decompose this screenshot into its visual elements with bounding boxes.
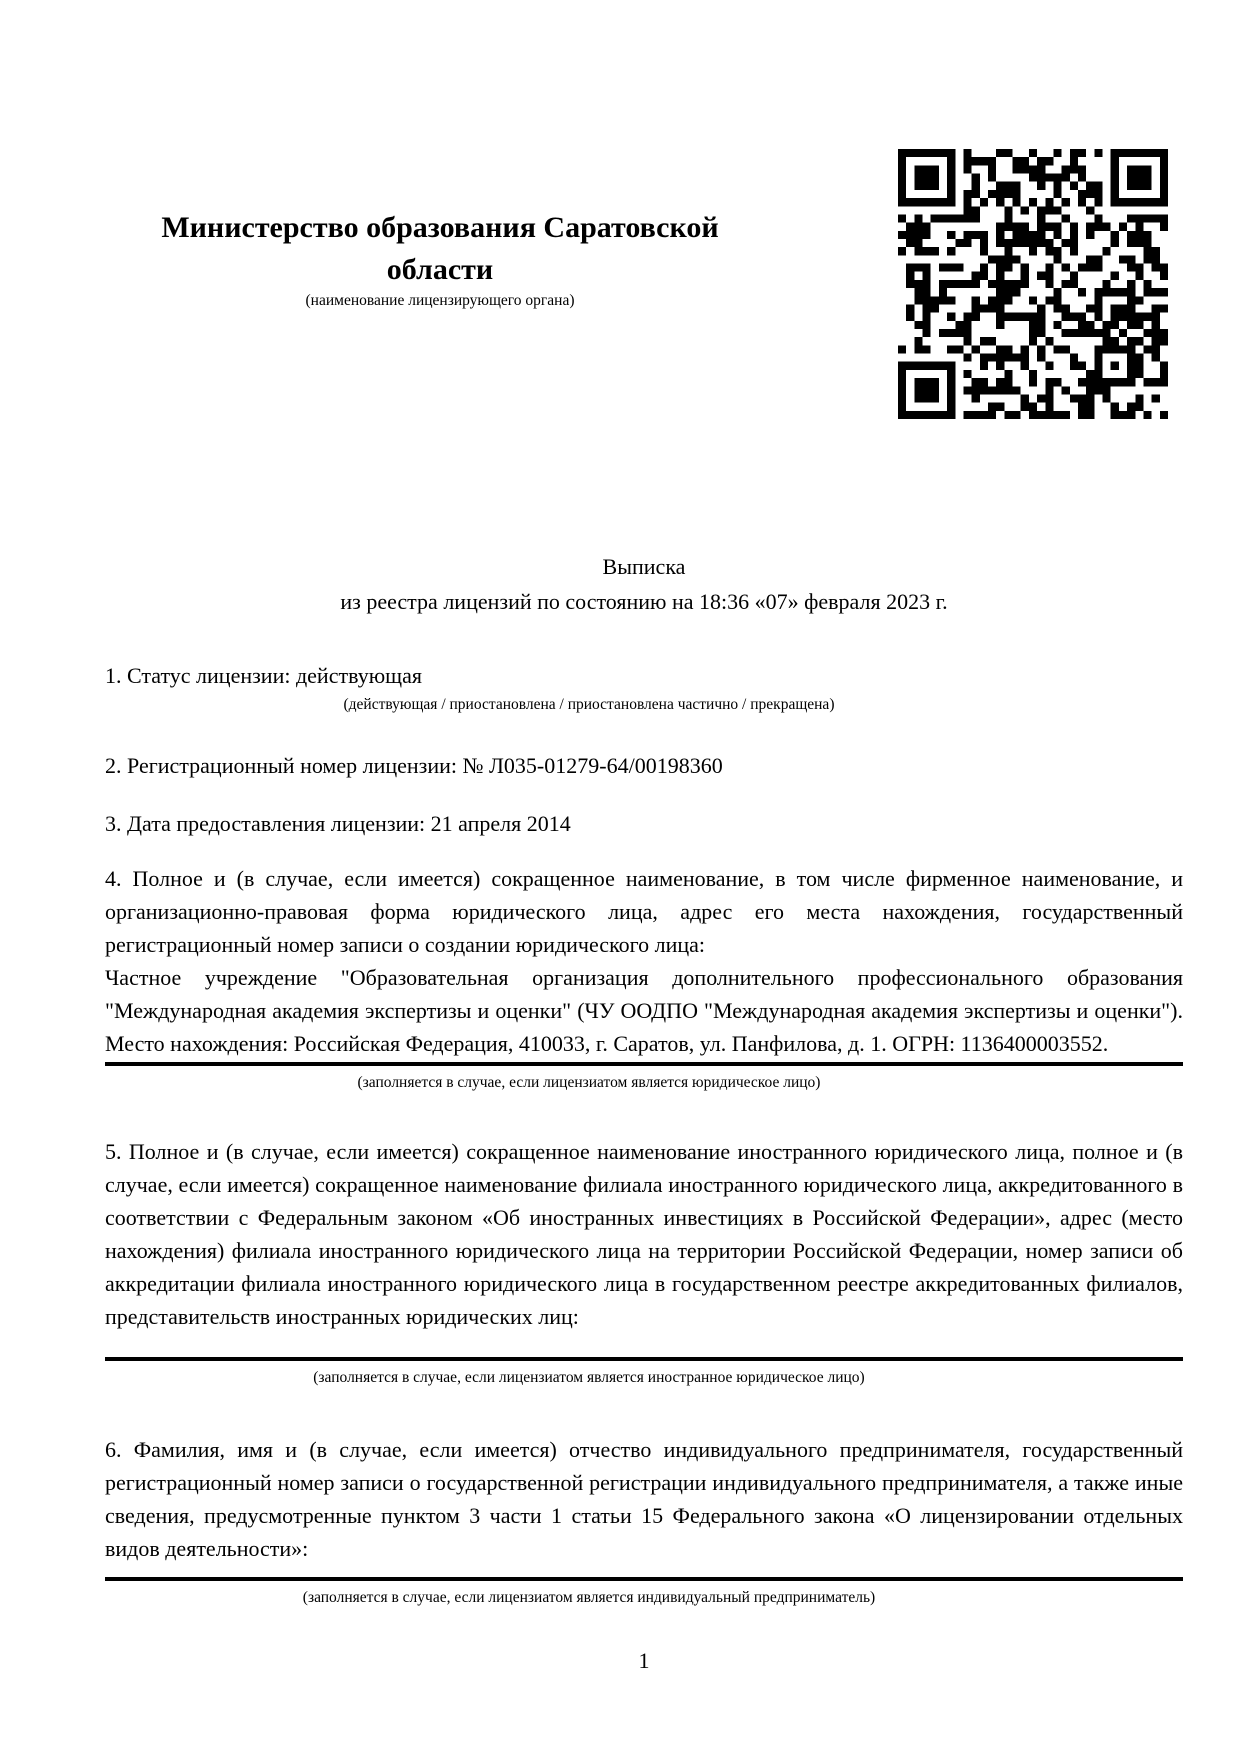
- foreign-entity-heading: 5. Полное и (в случае, если имеется) сокращенное наименование иностранного юридического лица, полное и (в случае, если имеется) сокращенное наименование филиала иностранного юридического лица, аккредитованного в соответствии с Федеральным законом «Об иностранных инвестициях в Российской Федерации», адрес (место нахождения) филиала иностранного юридического лица на территории Российской Федерации, номер записи об аккредитации филиала иностранного юридического лица в государственном реестре аккредитованных филиалов, представительств иностранных юридических лиц:: [105, 1139, 1183, 1329]
- legal-entity-value: Частное учреждение "Образовательная организация дополнительного профессионального образования "Международная академия экспертизы и оценки" (ЧУ ООДПО "Международная академия экспертизы и оценки"). Место нахождения: Российская Федерация, 410033, г. Саратов, ул. Панфилова, д. 1. ОГРН: 1136400003552.: [105, 965, 1183, 1056]
- licensing-authority-caption: (наименование лицензирующего органа): [305, 292, 575, 309]
- registration-number-line: 2. Регистрационный номер лицензии: № Л035-01279-64/00198360: [105, 753, 723, 778]
- qr-code-icon: [898, 149, 1168, 419]
- license-status-note: (действующая / приостановлена / приостановлена частично / прекращена): [343, 696, 835, 713]
- fill-line-foreign-entity: [105, 1357, 1183, 1361]
- legal-entity-note: (заполняется в случае, если лицензиатом является юридическое лицо): [357, 1074, 821, 1091]
- foreign-entity-note: (заполняется в случае, если лицензиатом является иностранное юридическое лицо): [313, 1369, 865, 1386]
- entrepreneur-note: (заполняется в случае, если лицензиатом является индивидуальный предприниматель): [302, 1589, 876, 1606]
- licensing-authority-title: Министерство образования Саратовской области: [161, 211, 719, 286]
- extract-title: Выписка: [602, 554, 686, 579]
- license-status-line: 1. Статус лицензии: действующая: [105, 663, 422, 688]
- extract-heading: [105, 549, 1183, 619]
- page-number: 1: [638, 1648, 650, 1673]
- licensing-authority-block: [140, 149, 740, 311]
- legal-entity-heading: 4. Полное и (в случае, если имеется) сокращенное наименование, в том числе фирменное наименование, и организационно-правовая форма юридического лица, адрес его места нахождения, государственный регистрационный номер записи о создании юридического лица:: [105, 866, 1183, 957]
- grant-date-line: 3. Дата предоставления лицензии: 21 апреля 2014: [105, 811, 571, 836]
- fill-line-legal-entity: [105, 1062, 1183, 1066]
- document-header: [105, 149, 1183, 419]
- fill-line-entrepreneur: [105, 1577, 1183, 1581]
- entrepreneur-heading: 6. Фамилия, имя и (в случае, если имеется) отчество индивидуального предпринимателя, государственный регистрационный номер записи о государственной регистрации индивидуального предпринимателя, а также иные сведения, предусмотренные пунктом 3 части 1 статьи 15 Федерального закона «О лицензировании отдельных видов деятельности»:: [105, 1437, 1183, 1561]
- extract-subtitle: из реестра лицензий по состоянию на 18:36 «07» февраля 2023 г.: [340, 589, 948, 614]
